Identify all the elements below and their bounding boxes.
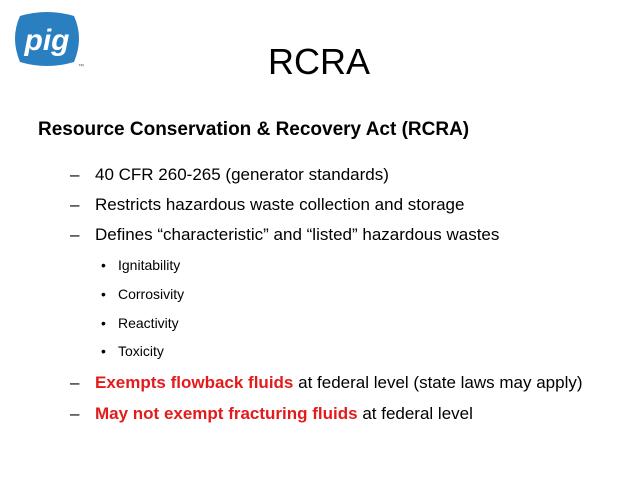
bullet-text: 40 CFR 260-265 (generator standards) [95, 165, 389, 184]
logo-tm: ™ [78, 64, 84, 70]
bullet-text: Defines “characteristic” and “listed” hazardous wastes [95, 225, 500, 244]
emphasis-bullet [95, 372, 583, 394]
bullet-text: Restricts hazardous waste collection and storage [95, 195, 465, 214]
sub-bullet-dot: • [101, 315, 106, 331]
sub-bullet-dot: • [101, 257, 106, 273]
bullet-dash: – [70, 165, 80, 184]
emphasis-bullet [95, 403, 473, 425]
sub-bullet-text: Toxicity [118, 343, 164, 359]
emphasis-rest: at federal level [357, 404, 473, 423]
bullet-dash: – [70, 195, 80, 214]
slide-title: RCRA [267, 41, 370, 82]
sub-bullet-dot: • [101, 286, 106, 302]
emphasis-highlight: Exempts flowback fluids [95, 373, 294, 392]
emphasis-rest: at federal level (state laws may apply) [293, 373, 583, 392]
slide-subtitle: Resource Conservation & Recovery Act (RCRA) [38, 119, 470, 140]
sub-bullet-text: Reactivity [118, 315, 179, 331]
sub-bullet-dot: • [101, 343, 106, 359]
bullet-dash: – [70, 404, 80, 423]
sub-bullet-text: Corrosivity [118, 286, 185, 302]
bullet-dash: – [70, 373, 80, 392]
bullet-dash: – [70, 225, 80, 244]
emphasis-highlight: May not exempt fracturing fluids [95, 404, 358, 423]
sub-bullet-text: Ignitability [118, 257, 181, 273]
logo-text: pig [24, 24, 70, 57]
